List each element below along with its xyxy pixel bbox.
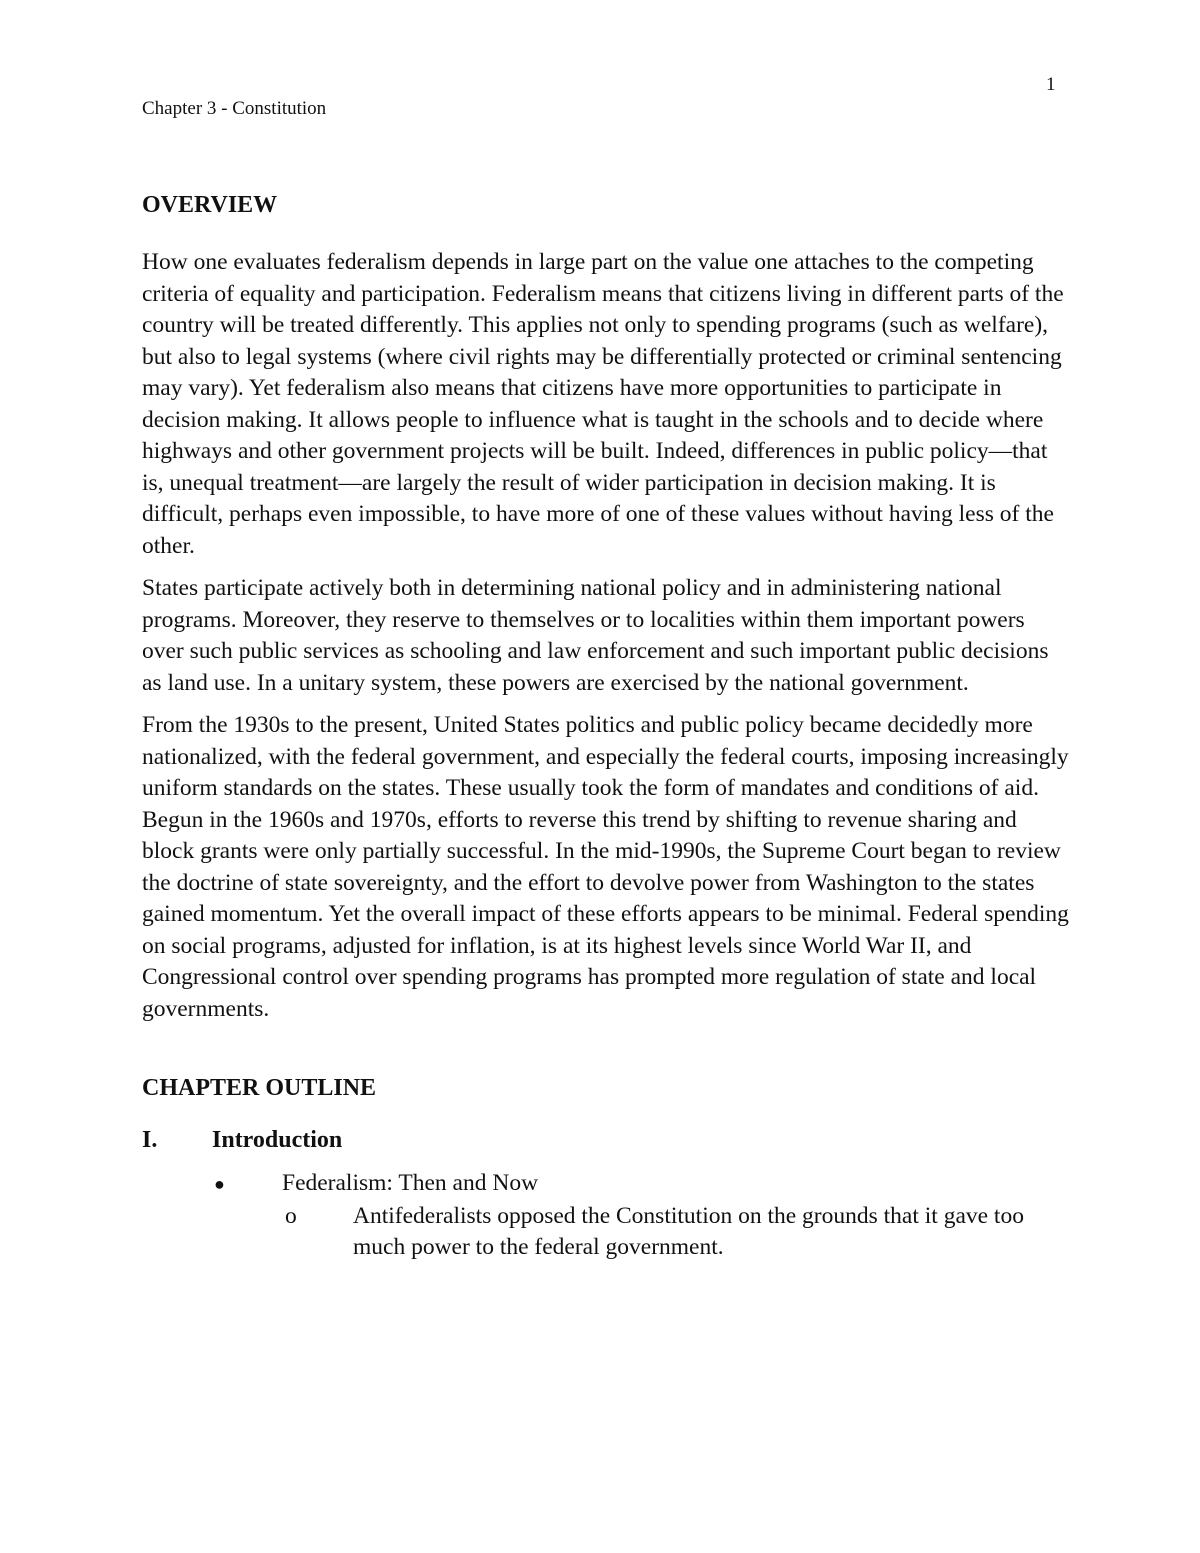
document-body (142, 190, 1072, 1264)
overview-paragraph-3: From the 1930s to the present, United States politics and public policy became decidedly more nationalized, with the federal government, and especially the federal courts, imposing increasingly uniform standards on the states. These usually took the form of mandates and conditions of aid. Begun in the 1960s and 1970s, efforts to reverse this trend by shifting to revenue sharing and block grants were only partially successful. In the mid-1990s, the Supreme Court began to review the doctrine of state sovereignty, and the effort to devolve power from Washington to the states gained momentum. Yet the overall impact of these efforts appears to be minimal. Federal spending on social programs, adjusted for inflation, is at its highest levels since World War II, and Congressional control over spending programs has prompted more regulation of state and local governments. (142, 712, 1069, 1022)
outline-sub-bullet (142, 1201, 1072, 1264)
outline-bullet (142, 1168, 1072, 1201)
section-number: I. (142, 1127, 158, 1153)
sub-bullet-icon: o (285, 1202, 297, 1229)
sub-bullet-text: Antifederalists opposed the Constitution on the grounds that it gave too much power to the federal government. (353, 1202, 1024, 1260)
overview-paragraph-2: States participate actively both in determining national policy and in administering national programs. Moreover, they reserve to themselves or to localities within them important powers over such public services as schooling and law enforcement and such important public decisions as land use. In a unitary system, these powers are exercised by the national government. (142, 575, 1049, 696)
page-number: 1 (1046, 74, 1056, 95)
outline-section (142, 1125, 1072, 1155)
bullet-icon: ● (214, 1174, 225, 1194)
bullet-text: Federalism: Then and Now (282, 1170, 539, 1196)
running-header: Chapter 3 - Constitution (142, 98, 327, 119)
chapter-outline-heading: CHAPTER OUTLINE (142, 1075, 377, 1101)
overview-heading: OVERVIEW (142, 192, 278, 218)
overview-paragraph-1: How one evaluates federalism depends in large part on the value one attaches to the competing criteria of equality and participation. Federalism means that citizens living in different parts of the country will be treated differently. This applies not only to spending programs (such as welfare), but also to legal systems (where civil rights may be differentially protected or criminal sentencing may vary). Yet federalism also means that citizens have more opportunities to participate in decision making. It allows people to influence what is taught in the schools and to decide where highways and other government projects will be built. Indeed, differences in public policy—that is, unequal treatment—are largely the result of wider participation in decision making. It is difficult, perhaps even impossible, to have more of one of these values without having less of the other. (142, 249, 1064, 559)
section-title: Introduction (212, 1127, 343, 1153)
